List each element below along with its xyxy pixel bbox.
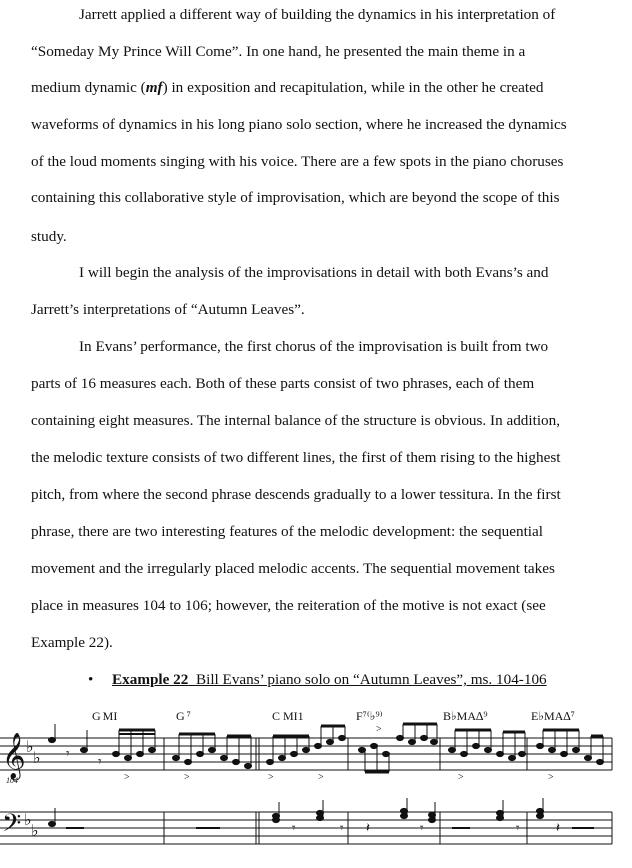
svg-text:>: >: [376, 724, 382, 735]
text-line: Jarrett’s interpretations of “Autumn Leaves”.: [31, 301, 305, 318]
text-line: waveforms of dynamics in his long piano solo section, where he increased the dynamics: [31, 116, 567, 133]
treble-clef-icon: 𝄞: [2, 733, 26, 778]
text-line: pitch, from where the second phrase descends gradually to a lower tessitura. In the first: [31, 486, 561, 503]
text-line: the melodic texture consists of two different lines, the first of them rising to the highest: [31, 449, 561, 466]
svg-text:𝄾: 𝄾: [66, 747, 70, 762]
chord-symbol: E♭MA∆⁷: [531, 709, 575, 723]
chord-symbol: G ⁷: [176, 709, 191, 723]
text-line: study.: [31, 228, 67, 245]
chord-symbol: B♭MA∆⁹: [443, 709, 488, 723]
key-flat-icon: ♭: [31, 823, 39, 840]
svg-text:>: >: [268, 772, 274, 783]
bullet: •: [88, 671, 94, 688]
bass-notes: [49, 798, 595, 828]
text-line: medium dynamic (mf) in exposition and recapitulation, while in the other he created: [31, 79, 544, 96]
text-line: of the loud moments singing with his voice. There are a few spots in the piano choruses: [31, 153, 564, 170]
text-line: Jarrett applied a different way of building the dynamics in his interpretation of: [79, 6, 556, 23]
text-line: parts of 16 measures each. Both of these parts consist of two phrases, each of them: [31, 375, 535, 392]
example-title: Bill Evans’ piano solo on “Autumn Leaves”, ms. 104-106: [195, 671, 547, 688]
text-line: containing eight measures. The internal balance of the structure is obvious. In addition,: [31, 412, 561, 429]
text-line: I will begin the analysis of the improvisations in detail with both Evans’s and: [79, 264, 549, 281]
text-line: movement and the irregularly placed melodic accents. The sequential movement takes: [31, 560, 555, 577]
svg-text:𝄽: 𝄽: [366, 820, 370, 835]
svg-text:𝄾: 𝄾: [516, 820, 520, 835]
text-line: containing this collaborative style of improvisation, which are beyond the scope of this: [31, 189, 560, 206]
chord-symbol: G MI: [92, 709, 118, 723]
key-flat-icon: ♭: [26, 739, 34, 756]
key-flat-icon: ♭: [24, 812, 32, 829]
text-line: Example 22).: [31, 634, 113, 651]
svg-text:>: >: [318, 772, 324, 783]
text-line: place in measures 104 to 106; however, the reiteration of the motive is not exact (see: [31, 597, 546, 614]
svg-text:>: >: [548, 772, 554, 783]
music-score: [0, 700, 632, 868]
svg-text:>: >: [184, 772, 190, 783]
chord-symbol: F⁷⁽♭⁹⁾: [356, 709, 383, 723]
example-label: Example 22: [112, 671, 189, 688]
text-line: “Someday My Prince Will Come”. In one hand, he presented the main theme in a: [31, 43, 526, 60]
svg-text:>: >: [458, 772, 464, 783]
measure-number: 104: [6, 776, 18, 785]
treble-notes: [49, 724, 604, 772]
bass-clef-icon: 𝄢: [2, 810, 22, 843]
svg-text:𝄽: 𝄽: [556, 820, 560, 835]
chord-symbol: C MI1: [272, 709, 304, 723]
key-flat-icon: ♭: [33, 750, 41, 767]
svg-text:𝄾: 𝄾: [340, 820, 344, 835]
example-caption: [88, 670, 547, 690]
svg-text:>: >: [124, 772, 130, 783]
svg-text:𝄾: 𝄾: [292, 820, 296, 835]
text-line: In Evans’ performance, the first chorus of the improvisation is built from two: [79, 338, 549, 355]
svg-text:𝄾: 𝄾: [98, 755, 102, 770]
text-line: phrase, there are two interesting features of the melodic development: the sequential: [31, 523, 543, 540]
svg-text:𝄾: 𝄾: [420, 820, 424, 835]
